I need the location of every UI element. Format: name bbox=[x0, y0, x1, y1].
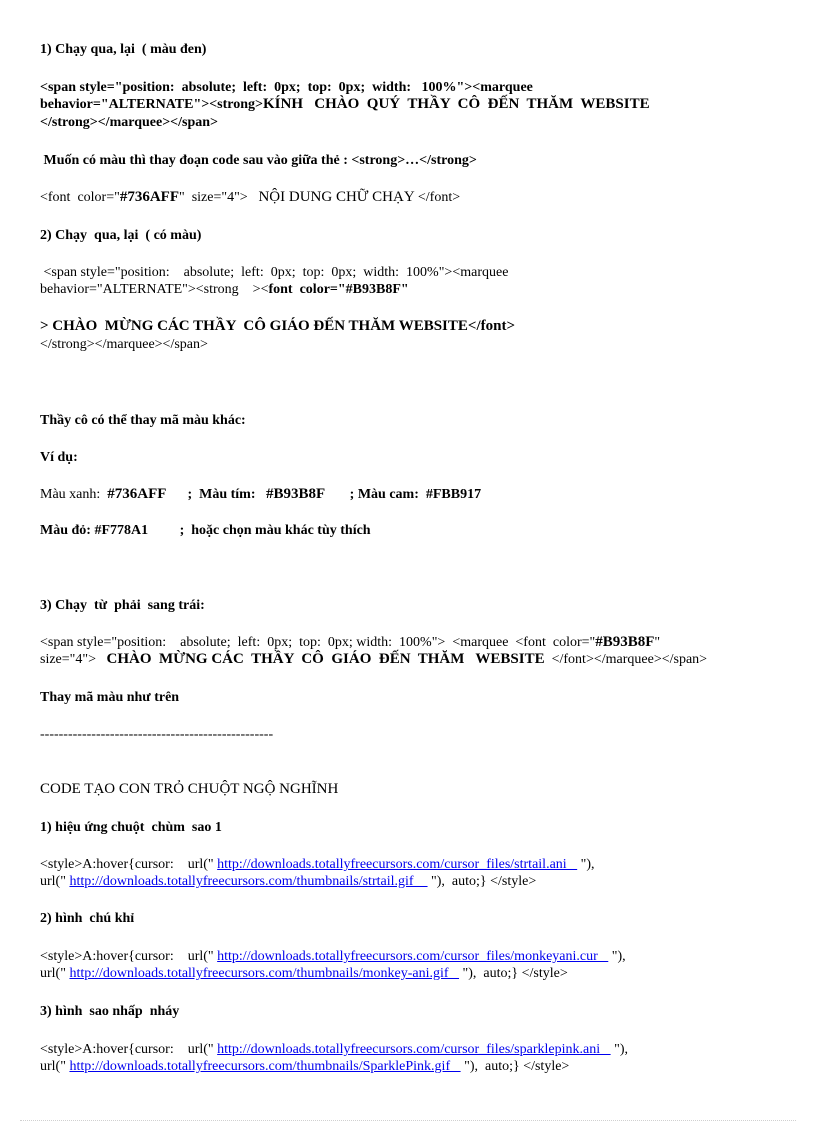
color-intro: Thầy cô có thể thay mã màu khác: bbox=[40, 413, 246, 428]
code-fragment: </font> bbox=[417, 190, 461, 205]
section-1-heading: 1) Chạy qua, lại ( màu đen) bbox=[40, 42, 207, 57]
cursor-2-code-line-1 bbox=[40, 948, 626, 965]
color-code: #B93B8F bbox=[265, 486, 326, 502]
code-fragment: <style>A:hover{cursor: url(" bbox=[40, 949, 218, 964]
color-label: ; Màu tím: bbox=[166, 487, 266, 502]
font-code-line bbox=[40, 189, 460, 206]
code-fragment: <style>A:hover{cursor: url(" bbox=[40, 1042, 218, 1057]
code-fragment: "), auto;} </style> bbox=[427, 874, 537, 889]
code-fragment: size="4"> bbox=[40, 652, 107, 667]
code-fragment: "), bbox=[577, 857, 595, 872]
section-3-heading: 3) Chạy từ phải sang trái: bbox=[40, 598, 205, 613]
code-fragment: "), auto;} </style> bbox=[459, 966, 568, 981]
section-2-code-line-1: <span style="position: absolute; left: 0px; top: 0px; width: 100%"><marquee bbox=[40, 265, 509, 280]
code-fragment: <style>A:hover{cursor: url(" bbox=[40, 857, 218, 872]
thumbnail-link[interactable]: http://downloads.totallyfreecursors.com/thumbnails/SparklePink.gif bbox=[69, 1059, 461, 1074]
cursor-file-link[interactable]: http://downloads.totallyfreecursors.com/cursor_files/sparklepink.ani bbox=[217, 1042, 611, 1057]
cursor-1-code-line-2 bbox=[40, 873, 536, 890]
code-fragment: behavior="ALTERNATE"><strong >< bbox=[40, 282, 269, 297]
color-code: #B93B8F bbox=[595, 634, 655, 650]
cursor-3-code-line-2 bbox=[40, 1058, 569, 1075]
color-label: Màu xanh: bbox=[40, 487, 108, 502]
code-fragment: url(" bbox=[40, 966, 70, 981]
section-3-code-line-2 bbox=[40, 651, 707, 668]
thumbnail-link[interactable]: http://downloads.totallyfreecursors.com/thumbnails/strtail.gif bbox=[69, 874, 428, 889]
code-fragment: "), auto;} </style> bbox=[460, 1059, 570, 1074]
code-fragment: " bbox=[654, 635, 661, 650]
marquee-text: NỘI DUNG CHỮ CHẠY bbox=[254, 189, 418, 205]
section-2-heading: 2) Chạy qua, lại ( có màu) bbox=[40, 228, 202, 243]
cursor-file-link[interactable]: http://downloads.totallyfreecursors.com/cursor_files/monkeyani.cur bbox=[217, 949, 609, 964]
section-1-code-line-3: </strong></marquee></span> bbox=[40, 115, 219, 130]
color-code: #736AFF bbox=[107, 486, 167, 502]
cursor-3-code-line-1 bbox=[40, 1041, 628, 1058]
color-instruction: Muốn có màu thì thay đoạn code sau vào giữa thẻ : <strong>…</strong> bbox=[40, 153, 477, 168]
cursor-section-title: CODE TẠO CON TRỎ CHUỘT NGỘ NGHĨNH bbox=[40, 781, 339, 797]
code-fragment: url(" bbox=[40, 1059, 70, 1074]
cursor-1-code-line-1 bbox=[40, 856, 595, 873]
section-1-code-line-1: <span style="position: absolute; left: 0px; top: 0px; width: 100%"><marquee bbox=[40, 80, 533, 95]
marquee-text: CHÀO MỪNG CÁC THẦY CÔ GIÁO ĐẾN THĂM WEBSITE bbox=[106, 651, 545, 667]
section-2-code-line-4: </strong></marquee></span> bbox=[40, 337, 208, 352]
color-row-1 bbox=[40, 486, 481, 503]
thumbnail-link[interactable]: http://downloads.totallyfreecursors.com/thumbnails/monkey-ani.gif bbox=[69, 966, 460, 981]
cursor-3-heading: 3) hình sao nhấp nháy bbox=[40, 1004, 180, 1019]
marquee-text: KÍNH CHÀO QUÝ THẦY CÔ ĐẾN THĂM WEBSITE bbox=[263, 96, 650, 112]
code-fragment: " size="4"> bbox=[179, 190, 255, 205]
color-label: ; Màu cam: #FBB917 bbox=[325, 487, 482, 502]
code-fragment: <span style="position: absolute; left: 0px; top: 0px; width: 100%"> <marquee <font color=" bbox=[40, 635, 596, 650]
example-label: Ví dụ: bbox=[40, 450, 78, 465]
code-fragment: behavior="ALTERNATE"><strong> bbox=[40, 97, 264, 112]
cursor-2-heading: 2) hình chú khỉ bbox=[40, 911, 135, 926]
cursor-2-code-line-2 bbox=[40, 965, 568, 982]
section-2-code-line-2 bbox=[40, 281, 409, 298]
color-code: #736AFF bbox=[119, 189, 179, 205]
cursor-file-link[interactable]: http://downloads.totallyfreecursors.com/cursor_files/strtail.ani bbox=[217, 857, 578, 872]
color-row-2: Màu đỏ: #F778A1 ; hoặc chọn màu khác tùy thích bbox=[40, 523, 371, 538]
code-fragment: </font></marquee></span> bbox=[544, 652, 708, 667]
section-1-code-line-2 bbox=[40, 96, 650, 113]
cursor-1-heading: 1) hiệu ứng chuột chùm sao 1 bbox=[40, 820, 222, 835]
code-fragment: <font color=" bbox=[40, 190, 120, 205]
replace-color-note: Thay mã màu như trên bbox=[40, 690, 180, 705]
code-fragment-bold: font color="#B93B8F" bbox=[268, 282, 409, 297]
code-fragment: "), bbox=[608, 949, 626, 964]
divider: -------------------------------------------------- bbox=[40, 727, 274, 742]
code-fragment: url(" bbox=[40, 874, 70, 889]
page-bottom-border bbox=[20, 1120, 796, 1121]
section-2-code-line-3: > CHÀO MỪNG CÁC THẦY CÔ GIÁO ĐẾN THĂM WEBSITE</font> bbox=[40, 318, 515, 334]
code-fragment: "), bbox=[610, 1042, 628, 1057]
section-3-code-line-1 bbox=[40, 634, 660, 651]
